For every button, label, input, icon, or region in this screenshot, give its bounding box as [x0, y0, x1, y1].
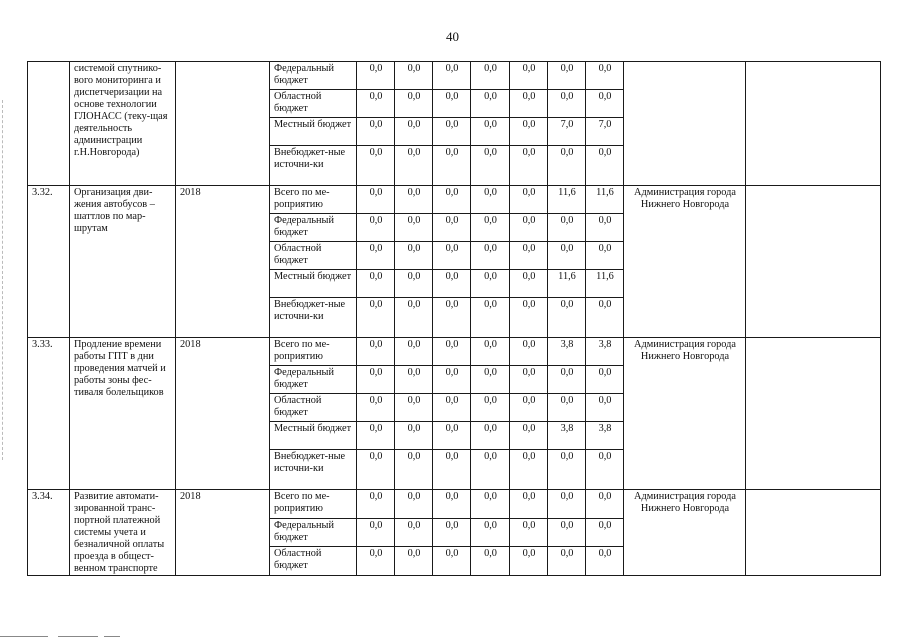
amount-cell: 0,0 — [433, 490, 471, 519]
amount-cell: 0,0 — [471, 186, 510, 214]
table-body — [28, 62, 881, 576]
executor: Администрация города Нижнего Новгорода — [624, 490, 746, 576]
amount-cell: 0,0 — [586, 490, 624, 519]
amount-cell: 0,0 — [510, 450, 548, 490]
amount-cell: 0,0 — [471, 366, 510, 394]
amount-cell: 0,0 — [548, 214, 586, 242]
amount-cell: 0,0 — [357, 270, 395, 298]
amount-cell: 0,0 — [586, 146, 624, 186]
item-name: Развитие автомати-зированной транс-портной платежной системы учета и безналичной оплаты проезда в общест-венном транспорте — [70, 490, 176, 576]
amount-cell: 0,0 — [471, 450, 510, 490]
funding-source: Всего по ме-роприятию — [270, 490, 357, 519]
amount-cell: 0,0 — [433, 242, 471, 270]
executor: Администрация города Нижнего Новгорода — [624, 186, 746, 338]
amount-cell: 0,0 — [433, 422, 471, 450]
item-year: 2018 — [176, 338, 270, 490]
amount-cell: 0,0 — [433, 450, 471, 490]
amount-cell: 0,0 — [433, 518, 471, 547]
amount-cell: 0,0 — [395, 186, 433, 214]
empty-column-cell — [746, 186, 881, 338]
amount-cell: 0,0 — [357, 118, 395, 146]
amount-cell: 3,8 — [548, 422, 586, 450]
amount-cell: 0,0 — [357, 518, 395, 547]
amount-cell: 0,0 — [471, 422, 510, 450]
amount-cell: 0,0 — [471, 298, 510, 338]
amount-cell: 0,0 — [548, 490, 586, 519]
amount-cell: 0,0 — [548, 450, 586, 490]
amount-cell: 0,0 — [471, 242, 510, 270]
amount-cell: 0,0 — [357, 242, 395, 270]
amount-cell: 0,0 — [357, 450, 395, 490]
amount-cell: 0,0 — [510, 186, 548, 214]
amount-cell: 0,0 — [586, 62, 624, 90]
funding-source: Областной бюджет — [270, 242, 357, 270]
amount-cell: 0,0 — [510, 518, 548, 547]
amount-cell: 0,0 — [395, 394, 433, 422]
amount-cell: 0,0 — [471, 490, 510, 519]
amount-cell: 0,0 — [433, 394, 471, 422]
amount-cell: 7,0 — [548, 118, 586, 146]
amount-cell: 0,0 — [357, 146, 395, 186]
amount-cell: 0,0 — [433, 146, 471, 186]
funding-source: Областной бюджет — [270, 394, 357, 422]
amount-cell: 0,0 — [586, 242, 624, 270]
amount-cell: 0,0 — [433, 298, 471, 338]
amount-cell: 0,0 — [510, 394, 548, 422]
funding-source: Внебюджет-ные источни-ки — [270, 450, 357, 490]
amount-cell: 0,0 — [510, 242, 548, 270]
amount-cell: 0,0 — [395, 490, 433, 519]
item-year: 2018 — [176, 186, 270, 338]
amount-cell: 3,8 — [548, 338, 586, 366]
amount-cell: 0,0 — [357, 490, 395, 519]
funding-source: Всего по ме-роприятию — [270, 186, 357, 214]
page-number: 40 — [446, 29, 459, 44]
amount-cell: 0,0 — [395, 450, 433, 490]
item-name: Организация дви-жения автобусов – шаттлов по мар-шрутам — [70, 186, 176, 338]
table-row — [28, 62, 881, 90]
amount-cell: 0,0 — [357, 547, 395, 576]
amount-cell: 3,8 — [586, 338, 624, 366]
amount-cell: 0,0 — [433, 90, 471, 118]
item-number — [28, 62, 70, 186]
amount-cell: 0,0 — [471, 90, 510, 118]
amount-cell: 0,0 — [433, 214, 471, 242]
amount-cell: 0,0 — [586, 366, 624, 394]
amount-cell: 0,0 — [395, 118, 433, 146]
amount-cell: 0,0 — [510, 90, 548, 118]
amount-cell: 0,0 — [433, 270, 471, 298]
amount-cell: 11,6 — [548, 270, 586, 298]
amount-cell: 11,6 — [548, 186, 586, 214]
amount-cell: 0,0 — [357, 214, 395, 242]
amount-cell: 0,0 — [471, 338, 510, 366]
amount-cell: 0,0 — [395, 547, 433, 576]
funding-source: Федеральный бюджет — [270, 62, 357, 90]
item-year: 2018 — [176, 490, 270, 576]
amount-cell: 0,0 — [395, 298, 433, 338]
funding-source: Всего по ме-роприятию — [270, 338, 357, 366]
item-name: системой спутнико-вого мониторинга и диспетчеризации на основе технологии ГЛОНАСС (теку-щая деятельность администрации г.Н.Новгорода) — [70, 62, 176, 186]
amount-cell: 0,0 — [510, 338, 548, 366]
amount-cell: 0,0 — [433, 62, 471, 90]
empty-column-cell — [746, 62, 881, 186]
amount-cell: 0,0 — [510, 214, 548, 242]
funding-source: Внебюджет-ные источни-ки — [270, 298, 357, 338]
funding-source: Областной бюджет — [270, 547, 357, 576]
amount-cell: 0,0 — [510, 270, 548, 298]
amount-cell: 0,0 — [548, 62, 586, 90]
amount-cell: 0,0 — [395, 214, 433, 242]
amount-cell: 0,0 — [586, 394, 624, 422]
amount-cell: 3,8 — [586, 422, 624, 450]
budget-table — [27, 61, 881, 576]
amount-cell: 0,0 — [586, 214, 624, 242]
amount-cell: 0,0 — [395, 270, 433, 298]
amount-cell: 0,0 — [548, 518, 586, 547]
item-number: 3.32. — [28, 186, 70, 338]
amount-cell: 0,0 — [586, 90, 624, 118]
amount-cell: 0,0 — [548, 547, 586, 576]
amount-cell: 0,0 — [357, 338, 395, 366]
table-row — [28, 490, 881, 519]
amount-cell: 0,0 — [471, 394, 510, 422]
amount-cell: 0,0 — [548, 146, 586, 186]
amount-cell: 0,0 — [395, 338, 433, 366]
amount-cell: 0,0 — [586, 518, 624, 547]
footer-rule-left — [0, 636, 48, 637]
amount-cell: 0,0 — [586, 547, 624, 576]
amount-cell: 0,0 — [471, 146, 510, 186]
amount-cell: 0,0 — [433, 547, 471, 576]
amount-cell: 0,0 — [395, 422, 433, 450]
amount-cell: 0,0 — [471, 270, 510, 298]
amount-cell: 0,0 — [357, 422, 395, 450]
executor — [624, 62, 746, 186]
amount-cell: 0,0 — [357, 298, 395, 338]
amount-cell: 0,0 — [548, 242, 586, 270]
amount-cell: 0,0 — [510, 146, 548, 186]
amount-cell: 0,0 — [510, 62, 548, 90]
funding-source: Федеральный бюджет — [270, 518, 357, 547]
amount-cell: 0,0 — [471, 62, 510, 90]
footer-rule-right — [104, 636, 120, 637]
left-margin-mark — [2, 100, 4, 460]
amount-cell: 0,0 — [433, 366, 471, 394]
amount-cell: 0,0 — [433, 186, 471, 214]
amount-cell: 0,0 — [395, 518, 433, 547]
amount-cell: 0,0 — [586, 450, 624, 490]
amount-cell: 0,0 — [471, 518, 510, 547]
amount-cell: 7,0 — [586, 118, 624, 146]
item-year — [176, 62, 270, 186]
amount-cell: 0,0 — [471, 547, 510, 576]
amount-cell: 0,0 — [548, 366, 586, 394]
table-row — [28, 338, 881, 366]
amount-cell: 0,0 — [548, 90, 586, 118]
amount-cell: 0,0 — [510, 366, 548, 394]
empty-column-cell — [746, 490, 881, 576]
amount-cell: 0,0 — [395, 146, 433, 186]
amount-cell: 0,0 — [548, 394, 586, 422]
funding-source: Местный бюджет — [270, 270, 357, 298]
empty-column-cell — [746, 338, 881, 490]
funding-source: Местный бюджет — [270, 118, 357, 146]
amount-cell: 0,0 — [357, 394, 395, 422]
funding-source: Местный бюджет — [270, 422, 357, 450]
amount-cell: 0,0 — [395, 62, 433, 90]
amount-cell: 0,0 — [471, 118, 510, 146]
funding-source: Федеральный бюджет — [270, 366, 357, 394]
amount-cell: 0,0 — [357, 186, 395, 214]
amount-cell: 0,0 — [471, 214, 510, 242]
item-number: 3.33. — [28, 338, 70, 490]
amount-cell: 0,0 — [548, 298, 586, 338]
amount-cell: 0,0 — [395, 90, 433, 118]
funding-source: Федеральный бюджет — [270, 214, 357, 242]
amount-cell: 0,0 — [510, 118, 548, 146]
funding-source: Областной бюджет — [270, 90, 357, 118]
funding-source: Внебюджет-ные источни-ки — [270, 146, 357, 186]
executor: Администрация города Нижнего Новгорода — [624, 338, 746, 490]
amount-cell: 0,0 — [510, 547, 548, 576]
amount-cell: 0,0 — [510, 422, 548, 450]
amount-cell: 0,0 — [433, 118, 471, 146]
footer-rule-mid — [58, 636, 98, 637]
amount-cell: 0,0 — [395, 242, 433, 270]
amount-cell: 0,0 — [433, 338, 471, 366]
amount-cell: 0,0 — [357, 366, 395, 394]
amount-cell: 0,0 — [357, 90, 395, 118]
amount-cell: 0,0 — [357, 62, 395, 90]
amount-cell: 0,0 — [510, 298, 548, 338]
amount-cell: 0,0 — [586, 298, 624, 338]
amount-cell: 0,0 — [510, 490, 548, 519]
item-number: 3.34. — [28, 490, 70, 576]
amount-cell: 11,6 — [586, 186, 624, 214]
amount-cell: 11,6 — [586, 270, 624, 298]
amount-cell: 0,0 — [395, 366, 433, 394]
table-row — [28, 186, 881, 214]
item-name: Продление времени работы ГПТ в дни проведения матчей и работы зоны фес-тиваля болельщиков — [70, 338, 176, 490]
